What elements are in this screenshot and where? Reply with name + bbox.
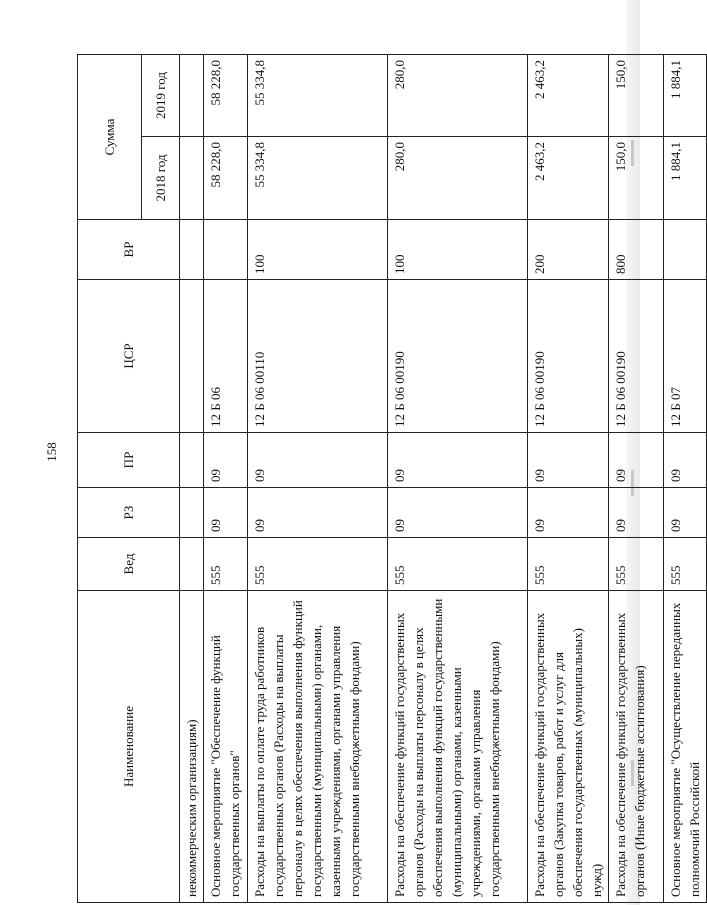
cell-2018: 2 463,2 xyxy=(528,137,609,220)
cell-csr: 12 Б 06 00190 xyxy=(528,280,609,433)
cell-pr: 09 xyxy=(204,433,248,488)
cell-2019: 58 228,0 xyxy=(204,55,248,137)
cell-2019: 55 334,8 xyxy=(248,55,388,137)
cell-csr: 12 Б 06 00110 xyxy=(248,280,388,433)
cell-rz: 09 xyxy=(609,488,664,538)
budget-table xyxy=(77,54,707,903)
cell-2018: 150,0 xyxy=(609,137,664,220)
cell-ved: 555 xyxy=(609,538,664,591)
page-number: 158 xyxy=(44,442,59,462)
header-pr: ПР xyxy=(78,433,180,488)
header-name: Наименование xyxy=(78,591,180,903)
cell-2019: 150,0 xyxy=(609,55,664,137)
cell-vr: 100 xyxy=(388,220,528,280)
rotated-table-wrapper xyxy=(77,55,702,903)
cell-pr: 09 xyxy=(609,433,664,488)
cell-2018: 1 884,1 xyxy=(664,137,707,220)
cell-ved: 555 xyxy=(248,538,388,591)
cell-pr xyxy=(180,433,204,488)
cell-vr xyxy=(664,220,707,280)
cell-rz: 09 xyxy=(664,488,707,538)
cell-rz xyxy=(180,488,204,538)
table-row xyxy=(248,55,388,903)
table-row xyxy=(388,55,528,903)
cell-2018: 58 228,0 xyxy=(204,137,248,220)
table-row xyxy=(664,55,707,903)
cell-csr: 12 Б 06 00190 xyxy=(609,280,664,433)
cell-name: Основное мероприятие "Осуществление переданных полномочий Российской xyxy=(664,591,707,903)
cell-ved: 555 xyxy=(664,538,707,591)
cell-ved xyxy=(180,538,204,591)
cell-vr xyxy=(204,220,248,280)
header-csr: ЦСР xyxy=(78,280,180,433)
cell-vr: 100 xyxy=(248,220,388,280)
table-row xyxy=(180,55,204,903)
cell-2018: 55 334,8 xyxy=(248,137,388,220)
cell-rz: 09 xyxy=(388,488,528,538)
cell-name: Расходы на обеспечение функций государственных органов (Расходы на выплаты персоналу в целях обеспечения выполнения функций государственными (муниципальными) органами, казенными учреждениями, органами управления государственными внебюджетными фондами) xyxy=(388,591,528,903)
cell-2019: 2 463,2 xyxy=(528,55,609,137)
cell-csr: 12 Б 07 xyxy=(664,280,707,433)
cell-pr: 09 xyxy=(664,433,707,488)
cell-name: некоммерческим организациям) xyxy=(180,591,204,903)
cell-2019: 1 884,1 xyxy=(664,55,707,137)
cell-pr: 09 xyxy=(388,433,528,488)
cell-csr xyxy=(180,280,204,433)
table-row xyxy=(528,55,609,903)
cell-csr: 12 Б 06 00190 xyxy=(388,280,528,433)
cell-vr: 200 xyxy=(528,220,609,280)
cell-ved: 555 xyxy=(204,538,248,591)
header-vr: ВР xyxy=(78,220,180,280)
cell-name: Расходы на выплаты по оплате труда работников государственных органов (Расходы на выплаты персоналу в целях обеспечения выполнения функций государственными (муниципальными) органами, казенными учреждениями, органами управления государственными внебюджетными фондами) xyxy=(248,591,388,903)
cell-pr: 09 xyxy=(528,433,609,488)
cell-pr: 09 xyxy=(248,433,388,488)
cell-ved: 555 xyxy=(388,538,528,591)
cell-2018 xyxy=(180,137,204,220)
cell-name: Расходы на обеспечение функций государственных органов (Закупка товаров, работ и услуг для обеспечения государственных (муниципальных) нужд) xyxy=(528,591,609,903)
table-row xyxy=(204,55,248,903)
header-ved: Вед xyxy=(78,538,180,591)
cell-2018: 280,0 xyxy=(388,137,528,220)
cell-name: Расходы на обеспечение функций государственных органов (Иные бюджетные ассигнования) xyxy=(609,591,664,903)
cell-rz: 09 xyxy=(204,488,248,538)
header-rz: РЗ xyxy=(78,488,180,538)
cell-vr xyxy=(180,220,204,280)
cell-vr: 800 xyxy=(609,220,664,280)
header-year-2019: 2019 год xyxy=(142,55,180,137)
table-row xyxy=(609,55,664,903)
cell-ved: 555 xyxy=(528,538,609,591)
header-sum: Сумма xyxy=(78,55,142,220)
cell-csr: 12 Б 06 xyxy=(204,280,248,433)
cell-name: Основное мероприятие "Обеспечение функций государственных органов" xyxy=(204,591,248,903)
cell-rz: 09 xyxy=(528,488,609,538)
cell-2019 xyxy=(180,55,204,137)
cell-rz: 09 xyxy=(248,488,388,538)
header-year-2018: 2018 год xyxy=(142,137,180,220)
cell-2019: 280,0 xyxy=(388,55,528,137)
